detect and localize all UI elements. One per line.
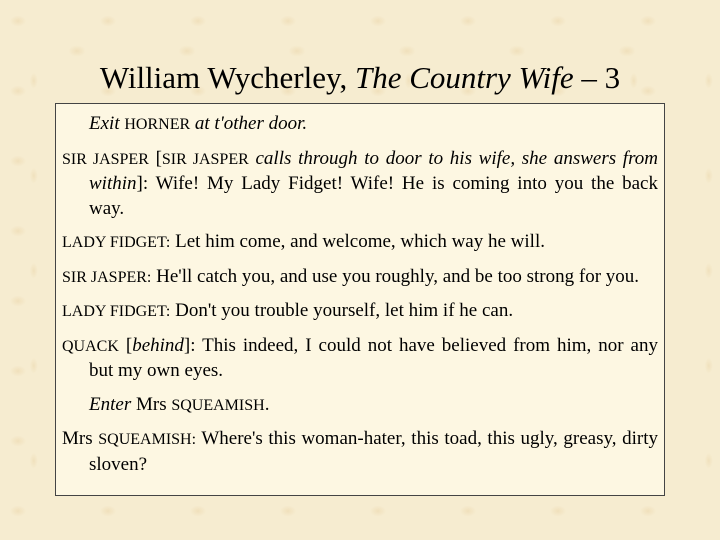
character-name: HORNER [124,116,191,133]
bracket-close: ]: [136,173,149,194]
title-author: William Wycherley, [99,60,355,95]
title-work: The Country Wife [354,60,574,95]
character-name: SQUEAMISH [171,396,265,414]
stage-verb: Enter [89,393,132,415]
dialogue-line [62,427,658,477]
speaker-name: QUACK [62,337,119,355]
speaker-name: SQUEAMISH: [98,431,197,448]
speech-text: Wife! My Lady Fidget! Wife! He is coming into you the back way. [89,173,658,219]
stage-text: at t'other door. [194,113,308,134]
dialogue-line [62,147,658,222]
speech-text: This indeed, I could not have believed from him, nor any but my own eyes. [89,334,658,381]
character-name-title: Mrs [135,393,167,415]
speaker-name: LADY FIDGET: [62,303,171,320]
speech-text: Let him come, and welcome, which way he will. [175,231,545,252]
stage-direction: calls through to door to his wife, she answers from within [89,147,658,194]
speech-text: Don't you trouble yourself, let him if he can. [175,300,514,321]
speaker-name: SIR JASPER [62,150,149,168]
slide-title [0,56,720,100]
dialogue-line [62,299,658,325]
title-suffix: – 3 [573,60,621,95]
speaker-name: SIR JASPER: [62,268,152,286]
character-name: SIR JASPER [161,150,249,168]
stage-direction-enter [62,393,658,419]
dialogue-line [62,230,658,256]
stage-direction: behind [132,334,184,356]
speaker-title: Mrs [62,428,93,449]
stage-verb: Exit [89,113,120,134]
bracket-open: [ [155,147,162,169]
dialogue-line [62,334,658,384]
bracket-close: ]: [183,334,196,356]
bracket-open: [ [125,334,133,356]
speech-text: Where's this woman-hater, this toad, this ugly, greasy, dirty sloven? [89,428,659,475]
stage-direction-exit [62,112,658,138]
play-excerpt-box [55,103,665,496]
stage-text: . [264,393,270,415]
speech-text: He'll catch you, and use you roughly, and be too strong for you. [156,265,640,287]
dialogue-line [62,265,658,291]
speaker-name: LADY FIDGET: [62,234,171,251]
